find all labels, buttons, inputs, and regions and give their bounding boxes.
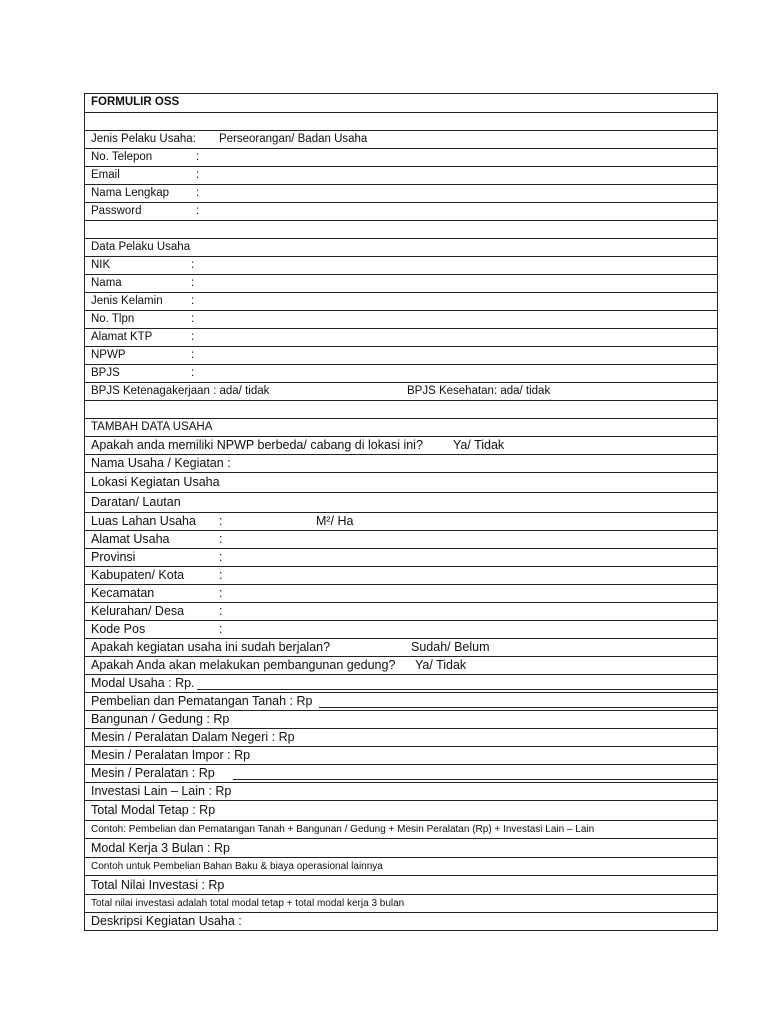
nama-lengkap-field[interactable]: Nama Lengkap : — [85, 184, 717, 202]
data-pelaku-heading: Data Pelaku Usaha — [85, 238, 717, 256]
contoh-modal-kerja-note: Contoh untuk Pembelian Bahan Baku & biaya operasional lainnya — [85, 857, 717, 875]
total-investasi-note: Total nilai investasi adalah total modal tetap + total modal kerja 3 bulan — [85, 894, 717, 912]
form-title: FORMULIR OSS — [91, 96, 180, 108]
no-tlpn-field[interactable]: No. Tlpn : — [85, 310, 717, 328]
bpjs-kesehatan[interactable]: BPJS Kesehatan: ada/ tidak — [407, 385, 551, 397]
bpjs-options-row — [85, 382, 717, 400]
jenis-pelaku-label: Jenis Pelaku Usaha: — [91, 133, 196, 145]
total-modal-tetap-field[interactable]: Total Modal Tetap : Rp — [85, 800, 717, 820]
nik-field[interactable]: NIK : — [85, 256, 717, 274]
luas-lahan-field[interactable]: Luas Lahan Usaha : M²/ Ha — [85, 512, 717, 530]
bangunan-field[interactable]: Bangunan / Gedung : Rp — [85, 710, 717, 728]
total-investasi-field[interactable]: Total Nilai Investasi : Rp — [85, 875, 717, 894]
modal-kerja-field[interactable]: Modal Kerja 3 Bulan : Rp — [85, 838, 717, 857]
mesin-dalam-negeri-field[interactable]: Mesin / Peralatan Dalam Negeri : Rp — [85, 728, 717, 746]
provinsi-field[interactable]: Provinsi : — [85, 548, 717, 566]
mesin-impor-field[interactable]: Mesin / Peralatan Impor : Rp — [85, 746, 717, 764]
npwp-question-row: Apakah anda memiliki NPWP berbeda/ cabang di lokasi ini? Ya/ Tidak — [85, 436, 717, 454]
npwp-options[interactable]: Ya/ Tidak — [453, 438, 505, 452]
kode-pos-field[interactable]: Kode Pos : — [85, 620, 717, 638]
jenis-pelaku-value: Perseorangan/ Badan Usaha — [219, 133, 368, 145]
contoh-modal-tetap-note: Contoh: Pembelian dan Pematangan Tanah + Bangunan / Gedung + Mesin Peralatan (Rp) + Investasi Lain – Lain — [85, 820, 717, 838]
blank-row — [85, 112, 717, 130]
alamat-usaha-field[interactable]: Alamat Usaha : — [85, 530, 717, 548]
blank-row — [85, 400, 717, 418]
bpjs-ketenagakerjaan[interactable]: BPJS Ketenagakerjaan : ada/ tidak — [91, 385, 270, 397]
alamat-ktp-field[interactable]: Alamat KTP : — [85, 328, 717, 346]
telepon-field[interactable]: No. Telepon : — [85, 148, 717, 166]
bpjs-field[interactable]: BPJS : — [85, 364, 717, 382]
lokasi-heading: Lokasi Kegiatan Usaha — [85, 472, 717, 492]
jenis-kelamin-field[interactable]: Jenis Kelamin : — [85, 292, 717, 310]
investasi-lain-field[interactable]: Investasi Lain – Lain : Rp — [85, 782, 717, 800]
blank-row — [85, 220, 717, 238]
kabupaten-field[interactable]: Kabupaten/ Kota : — [85, 566, 717, 584]
nama-usaha-field[interactable]: Nama Usaha / Kegiatan : — [85, 454, 717, 472]
luas-unit: M²/ Ha — [316, 514, 354, 528]
gedung-options[interactable]: Ya/ Tidak — [415, 658, 467, 672]
nama-field[interactable]: Nama : — [85, 274, 717, 292]
kecamatan-field[interactable]: Kecamatan : — [85, 584, 717, 602]
berjalan-options[interactable]: Sudah/ Belum — [411, 640, 490, 654]
oss-form — [84, 93, 718, 931]
deskripsi-field[interactable]: Deskripsi Kegiatan Usaha : — [85, 912, 717, 930]
gedung-question-row: Apakah Anda akan melakukan pembangunan gedung? Ya/ Tidak — [85, 656, 717, 674]
berjalan-question-row: Apakah kegiatan usaha ini sudah berjalan? Sudah/ Belum — [85, 638, 717, 656]
kelurahan-field[interactable]: Kelurahan/ Desa : — [85, 602, 717, 620]
email-field[interactable]: Email : — [85, 166, 717, 184]
mesin-field[interactable]: Mesin / Peralatan : Rp — [85, 764, 717, 782]
password-field[interactable]: Password : — [85, 202, 717, 220]
pembelian-tanah-field[interactable]: Pembelian dan Pematangan Tanah : Rp — [85, 692, 717, 710]
npwp-field[interactable]: NPWP : — [85, 346, 717, 364]
jenis-pelaku-row — [85, 130, 717, 148]
tambah-data-heading: TAMBAH DATA USAHA — [85, 418, 717, 436]
daratan-lautan-field[interactable]: Daratan/ Lautan — [85, 492, 717, 512]
modal-usaha-field[interactable]: Modal Usaha : Rp. — [85, 674, 717, 692]
